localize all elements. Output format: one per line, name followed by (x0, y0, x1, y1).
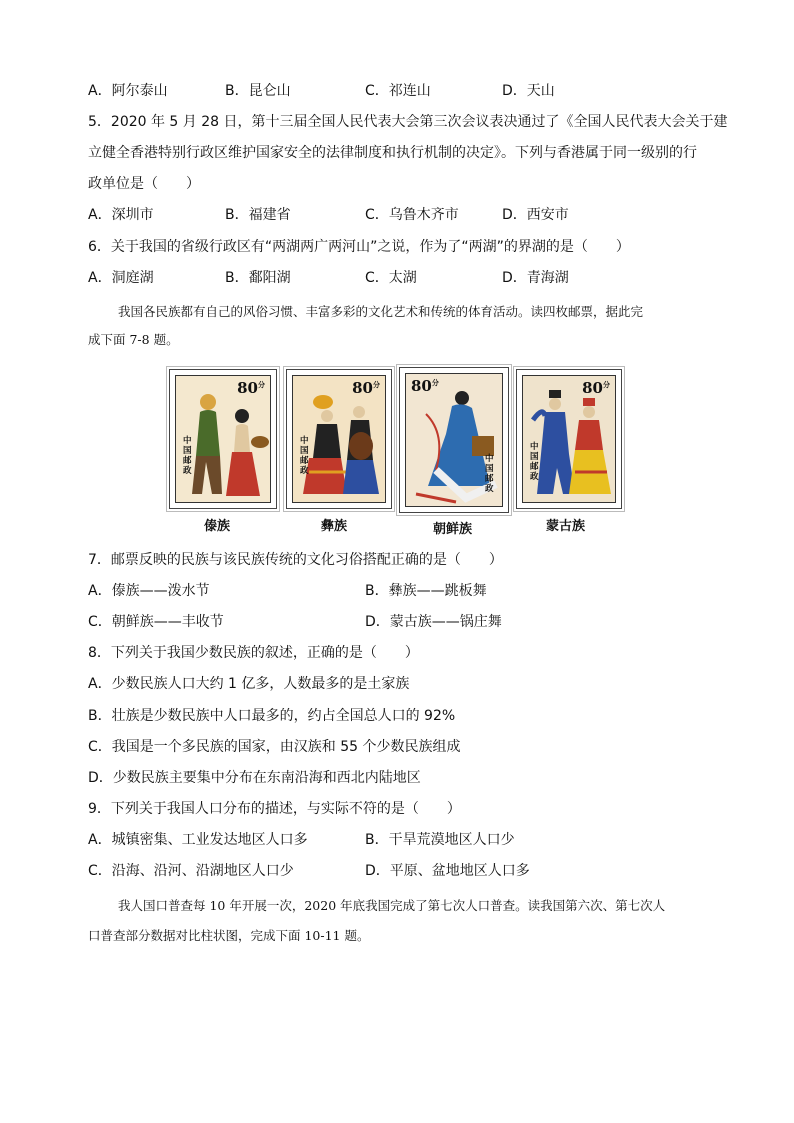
stamp-caption-mongol: 蒙古族 (546, 519, 586, 534)
q5-stem-line-3: 政单位是（ ） (88, 176, 200, 192)
intro-10-11-line-2: 口普查部分数据对比柱状图，完成下面 10-11 题。 (88, 928, 370, 943)
stamp-denomination: $80^分$ (582, 379, 610, 397)
q4-option-b[interactable]: B．昆仑山 (225, 83, 291, 99)
intro-7-8-line-2: 成下面 7-8 题。 (88, 332, 179, 347)
q4-option-a[interactable]: A．阿尔泰山 (88, 83, 168, 99)
q4-option-c[interactable]: C．祁连山 (365, 83, 431, 99)
q7-option-d[interactable]: D．蒙古族——锅庄舞 (365, 614, 502, 630)
stamp-postal-mark: 中国邮政 (530, 442, 539, 482)
q5-stem-line-2: 立健全香港特别行政区维护国家安全的法律制度和执行机制的决定》。下列与香港属于同一级别的行 (88, 145, 697, 161)
q9-stem: 9．下列关于我国人口分布的描述，与实际不符的是（ ） (88, 801, 461, 817)
stamp-denomination: $80^分$ (237, 379, 265, 397)
q8-option-c[interactable]: C．我国是一个多民族的国家，由汉族和 55 个少数民族组成 (88, 739, 461, 755)
q6-option-a[interactable]: A．洞庭湖 (88, 270, 154, 286)
q8-option-a[interactable]: A．少数民族人口大约 1 亿多，人数最多的是土家族 (88, 676, 410, 692)
stamp-caption-korean: 朝鲜族 (433, 522, 473, 537)
q7-option-a[interactable]: A．傣族——泼水节 (88, 583, 210, 599)
q7-option-b[interactable]: B．彝族——跳板舞 (365, 583, 487, 599)
q7-stem: 7．邮票反映的民族与该民族传统的文化习俗搭配正确的是（ ） (88, 552, 503, 568)
q8-stem: 8．下列关于我国少数民族的叙述，正确的是（ ） (88, 645, 419, 661)
intro-10-11-line-1: 我人国口普查每 10 年开展一次，2020 年底我国完成了第七次人口普查。读我国第六次、第七次人 (118, 898, 666, 913)
stamp-caption-dai: 傣族 (204, 519, 231, 534)
q4-option-d[interactable]: D．天山 (502, 83, 555, 99)
stamp-artwork (405, 373, 503, 507)
q9-option-b[interactable]: B．干旱荒漠地区人口少 (365, 832, 515, 848)
q5-option-a[interactable]: A．深圳市 (88, 207, 154, 223)
stamp-frame (286, 369, 392, 509)
q5-option-c[interactable]: C．乌鲁木齐市 (365, 207, 459, 223)
q6-option-b[interactable]: B．鄱阳湖 (225, 270, 291, 286)
q9-option-d[interactable]: D．平原、盆地地区人口多 (365, 863, 530, 879)
stamp-artwork (175, 375, 271, 503)
stamp-caption-yi: 彝族 (321, 519, 348, 534)
q7-option-c[interactable]: C．朝鲜族——丰收节 (88, 614, 224, 630)
stamp-denomination: $80^分$ (352, 379, 380, 397)
stamp-artwork (292, 375, 386, 503)
stamp-denomination: $80^分$ (411, 377, 439, 395)
stamp-artwork (522, 375, 616, 503)
stamp-frame (169, 369, 277, 509)
q5-option-b[interactable]: B．福建省 (225, 207, 291, 223)
q6-option-d[interactable]: D．青海湖 (502, 270, 569, 286)
stamp-frame (516, 369, 622, 509)
intro-7-8-line-1: 我国各民族都有自己的风俗习惯、丰富多彩的文化艺术和传统的体育活动。读四枚邮票，据此完 (118, 304, 644, 319)
q6-option-c[interactable]: C．太湖 (365, 270, 417, 286)
stamp-postal-mark: 中国邮政 (183, 436, 192, 476)
q8-option-b[interactable]: B．壮族是少数民族中人口最多的，约占全国总人口的 92% (88, 708, 456, 724)
q5-stem-line-1: 5．2020 年 5 月 28 日，第十三届全国人民代表大会第三次会议表决通过了《全国人民代表大会关于建 (88, 114, 728, 130)
q5-option-d[interactable]: D．西安市 (502, 207, 569, 223)
stamp-postal-mark: 中国邮政 (485, 454, 494, 494)
q6-stem: 6．关于我国的省级行政区有“两湖两广两河山”之说，作为了“两湖”的界湖的是（ ） (88, 239, 630, 255)
stamp-frame (399, 367, 509, 513)
q9-option-a[interactable]: A．城镇密集、工业发达地区人口多 (88, 832, 308, 848)
q9-option-c[interactable]: C．沿海、沿河、沿湖地区人口少 (88, 863, 294, 879)
q8-option-d[interactable]: D．少数民族主要集中分布在东南沿海和西北内陆地区 (88, 770, 421, 786)
stamp-postal-mark: 中国邮政 (300, 436, 309, 476)
